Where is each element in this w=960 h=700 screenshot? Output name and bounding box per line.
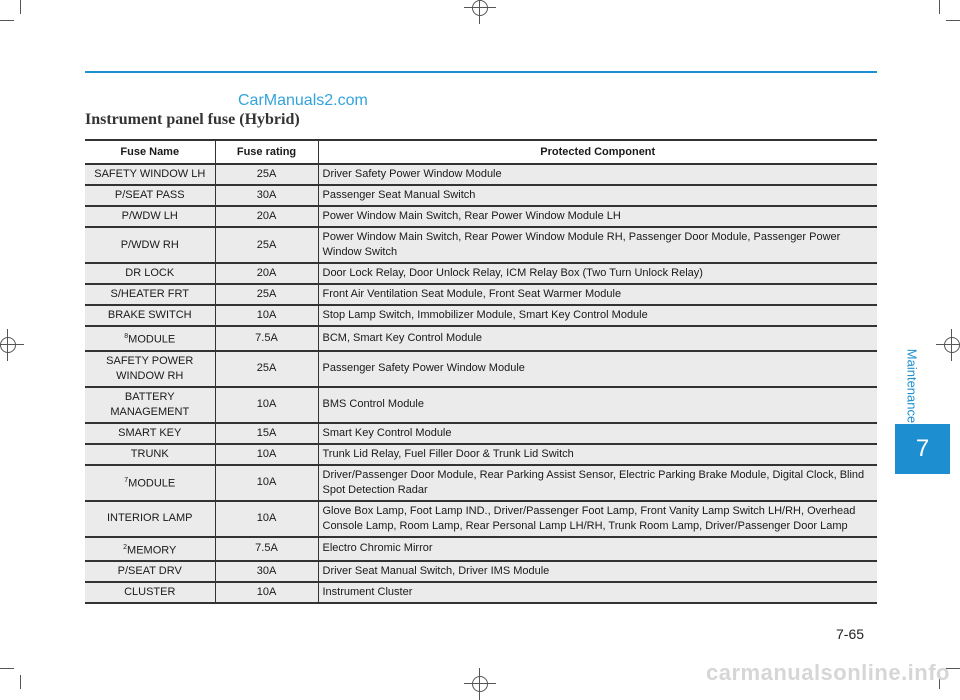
- fuse-name: P/SEAT DRV: [117, 565, 182, 578]
- fuse-rating-cell: 10A: [215, 305, 318, 326]
- fuse-name-cell: [85, 305, 215, 326]
- crop-mark: [20, 0, 21, 14]
- protected-component-cell: Driver Seat Manual Switch, Driver IMS Module: [318, 561, 877, 582]
- section-title: Instrument panel fuse (Hybrid): [85, 111, 300, 128]
- fuse-name-cell: [85, 185, 215, 206]
- fuse-table: [85, 139, 877, 604]
- fuse-rating-cell: 25A: [215, 284, 318, 305]
- table-row: [85, 326, 877, 351]
- fuse-superscript: 7: [124, 477, 129, 485]
- fuse-rating-cell: 7.5A: [215, 326, 318, 351]
- fuse-superscript: 2: [123, 543, 128, 551]
- table-row: [85, 423, 877, 444]
- fuse-rating-cell: 10A: [215, 501, 318, 537]
- fuse-name: MODULE: [128, 477, 176, 490]
- fuse-name-cell: [85, 263, 215, 284]
- side-tab-label: Maintenance: [904, 348, 920, 424]
- fuse-name: INTERIOR LAMP: [106, 512, 193, 525]
- header-fuse-rating: Fuse rating: [215, 140, 318, 164]
- fuse-name: CLUSTER: [124, 586, 176, 599]
- fuse-name: BRAKE SWITCH: [107, 309, 192, 321]
- protected-component-cell: Driver Safety Power Window Module: [318, 164, 877, 185]
- fuse-rating-cell: 10A: [215, 444, 318, 465]
- table-row: [85, 263, 877, 284]
- table-row: [85, 582, 877, 603]
- table-row: [85, 465, 877, 501]
- protected-component-cell: Passenger Seat Manual Switch: [318, 185, 877, 206]
- fuse-name: SAFETY POWER WINDOW RH: [106, 354, 194, 382]
- fuse-rating-cell: 30A: [215, 561, 318, 582]
- protected-component-cell: Stop Lamp Switch, Immobilizer Module, Smart Key Control Module: [318, 305, 877, 326]
- fuse-superscript: 8: [124, 333, 129, 340]
- fuse-name: TRUNK: [130, 447, 169, 460]
- fuse-name-cell: [85, 206, 215, 227]
- table-row: [85, 185, 877, 206]
- watermark-bottom: carmanualsonline.info: [706, 660, 950, 685]
- protected-component-cell: Instrument Cluster: [318, 582, 877, 603]
- protected-component-cell: Smart Key Control Module: [318, 423, 877, 444]
- fuse-name-cell: [85, 164, 215, 185]
- fuse-rating-cell: 25A: [215, 351, 318, 387]
- fuse-rating-cell: 10A: [215, 387, 318, 423]
- registration-mark-bottom: [468, 672, 492, 696]
- fuse-rating-cell: 25A: [215, 227, 318, 263]
- watermark-top: CarManuals2.com: [238, 92, 368, 109]
- fuse-rating-cell: 20A: [215, 263, 318, 284]
- protected-component-cell: Power Window Main Switch, Rear Power Window Module RH, Passenger Door Module, Passenger Power Window Switch: [318, 227, 877, 263]
- table-row: [85, 227, 877, 263]
- fuse-rating-cell: 20A: [215, 206, 318, 227]
- protected-component-cell: Front Air Ventilation Seat Module, Front Seat Warmer Module: [318, 284, 877, 305]
- fuse-rating-cell: 7.5A: [215, 537, 318, 562]
- table-row: [85, 537, 877, 562]
- fuse-rating-cell: 15A: [215, 423, 318, 444]
- crop-mark: [0, 668, 14, 669]
- fuse-name: MEMORY: [127, 544, 177, 557]
- protected-component-cell: Power Window Main Switch, Rear Power Window Module LH: [318, 206, 877, 227]
- table-row: [85, 561, 877, 582]
- fuse-name: P/SEAT PASS: [114, 189, 185, 201]
- fuse-name-cell: [85, 326, 215, 351]
- crop-mark: [0, 20, 14, 21]
- fuse-rating-cell: 10A: [215, 582, 318, 603]
- protected-component-cell: Trunk Lid Relay, Fuel Filler Door & Trunk Lid Switch: [318, 444, 877, 465]
- page-number: 7-65: [836, 626, 865, 642]
- fuse-name-cell: [85, 227, 215, 263]
- table-row: [85, 444, 877, 465]
- fuse-name: DR LOCK: [125, 267, 175, 279]
- table-row: [85, 206, 877, 227]
- protected-component-cell: BCM, Smart Key Control Module: [318, 326, 877, 351]
- protected-component-cell: Passenger Safety Power Window Module: [318, 351, 877, 387]
- table-header-row: [85, 140, 877, 164]
- protected-component-cell: Electro Chromic Mirror: [318, 537, 877, 562]
- table-row: [85, 164, 877, 185]
- fuse-name: P/WDW LH: [121, 210, 178, 222]
- registration-mark-right: [940, 333, 960, 357]
- header-fuse-name: Fuse Name: [85, 140, 215, 164]
- header-rule: [85, 71, 877, 73]
- protected-component-cell: Door Lock Relay, Door Unlock Relay, ICM Relay Box (Two Turn Unlock Relay): [318, 263, 877, 284]
- protected-component-cell: Driver/Passenger Door Module, Rear Parking Assist Sensor, Electric Parking Brake Module, Digital Clock, Blind Spot Detection Radar: [318, 465, 877, 501]
- fuse-name-cell: [85, 351, 215, 387]
- fuse-name: S/HEATER FRT: [110, 288, 189, 300]
- fuse-name-cell: [85, 284, 215, 305]
- fuse-name-cell: [85, 423, 215, 444]
- fuse-rating-cell: 10A: [215, 465, 318, 501]
- fuse-rating-cell: 30A: [215, 185, 318, 206]
- table-row: [85, 387, 877, 423]
- header-protected-component: Protected Component: [318, 140, 877, 164]
- protected-component-cell: Glove Box Lamp, Foot Lamp IND., Driver/Passenger Foot Lamp, Front Vanity Lamp Switch LH/RH, Overhead Console Lamp, Room Lamp, Rear Personal Lamp LH/RH, Trunk Room Lamp, Driver/Passenger Door Lamp: [318, 501, 877, 537]
- fuse-name-cell: [85, 465, 215, 501]
- fuse-name-cell: [85, 537, 215, 562]
- crop-mark: [946, 20, 960, 21]
- fuse-name-cell: [85, 444, 215, 465]
- table-row: [85, 284, 877, 305]
- table-row: [85, 305, 877, 326]
- fuse-name: P/WDW RH: [120, 238, 179, 251]
- registration-mark-top: [468, 0, 492, 20]
- fuse-name-cell: [85, 501, 215, 537]
- protected-component-cell: BMS Control Module: [318, 387, 877, 423]
- crop-mark: [939, 0, 940, 14]
- registration-mark-left: [0, 333, 20, 357]
- table-row: [85, 351, 877, 387]
- fuse-name: SMART KEY: [118, 426, 182, 439]
- fuse-rating-cell: 25A: [215, 164, 318, 185]
- chapter-number-tab: 7: [895, 424, 950, 474]
- fuse-name-cell: [85, 582, 215, 603]
- fuse-name: MODULE: [128, 333, 176, 346]
- fuse-name: BATTERY MANAGEMENT: [110, 390, 190, 418]
- fuse-name: SAFETY WINDOW LH: [94, 168, 206, 180]
- crop-mark: [20, 675, 21, 689]
- table-row: [85, 501, 877, 537]
- fuse-name-cell: [85, 387, 215, 423]
- fuse-name-cell: [85, 561, 215, 582]
